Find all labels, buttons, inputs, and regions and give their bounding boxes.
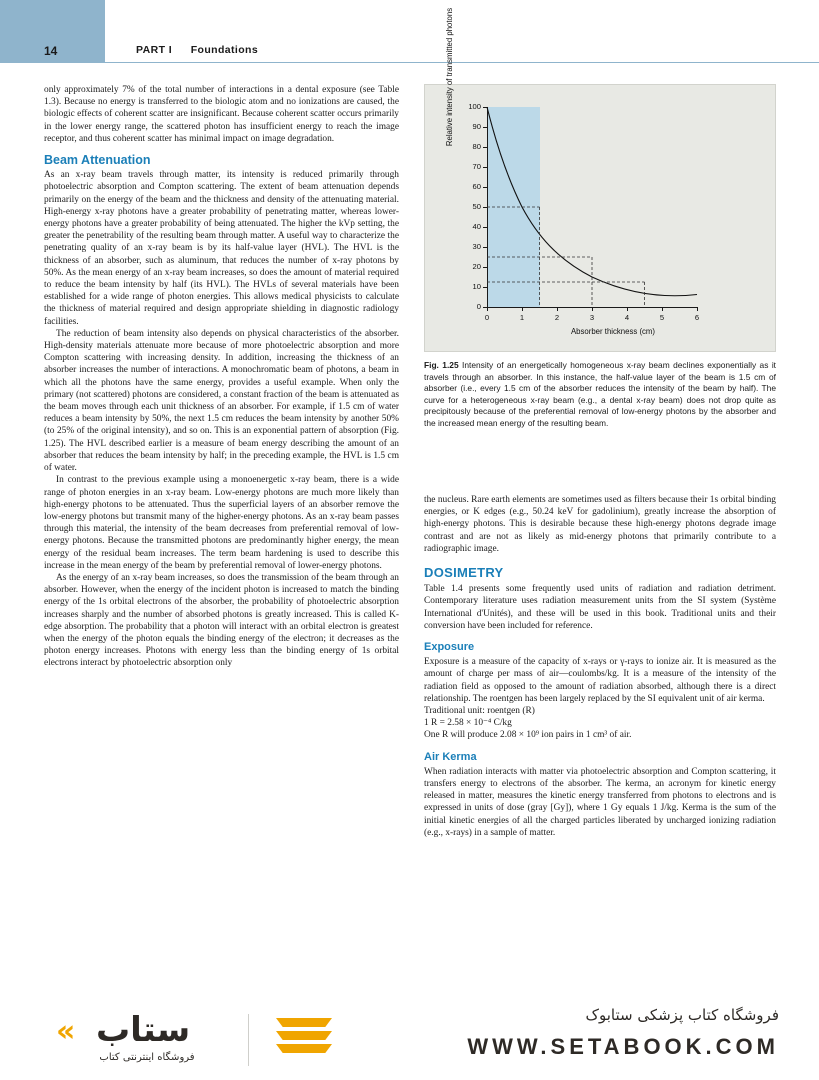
header-rule — [0, 62, 819, 63]
chart-x-ticklabel: 4 — [624, 313, 630, 322]
chart-x-axis-title: Absorber thickness (cm) — [570, 327, 656, 336]
figure-1-25 — [424, 7, 776, 352]
brand-name-fa: ستاب — [96, 1010, 191, 1050]
brand-right-fa: فروشگاه کتاب پزشکی ستابوک — [585, 1006, 779, 1024]
footer-divider — [248, 1014, 249, 1066]
paragraph-text: In contrast to the previous example using a monoenergetic x-ray beam, there is a wide range of photon energies in an x-ray beam. Low-energy photons are much more likely than high-energy photons to be attenuated. Thus the superficial layers of an absorber remove the low-energy photons but transmit many of the higher-energy photons. As an x-ray beam passes through this material, the intensity of the beam decreases from preferential removal of low-energy photons. Because the transmitted photons are predominantly higher energy, the mean energy of the residual beam increases. The term beam hardening is used to describe this increase in the mean energy of the beam by preferential removal of lower-energy photons. — [44, 475, 399, 571]
chart-x-ticklabel: 6 — [694, 313, 700, 322]
brand-left — [52, 1008, 232, 1072]
chart-y-ticklabel: 10 — [472, 282, 481, 291]
paragraph-exposure — [424, 656, 776, 705]
chart-y-ticklabel: 20 — [472, 262, 481, 271]
footer-content — [0, 1000, 819, 1080]
chart-y-ticklabel: 100 — [468, 102, 481, 111]
chart-x-ticklabel: 0 — [484, 313, 490, 322]
page-header — [0, 0, 819, 62]
paragraph-dosimetry-intro — [424, 583, 776, 632]
chart-y-ticklabel: 70 — [472, 162, 481, 171]
paragraph-text: Table 1.4 presents some frequently used units of radiation and radiation detriment. Contemporary literature uses radiation measurement units from the SI system (Système International d'Unités), and these will be used in this book. Traditional units and their conversion have been included for reference. — [424, 584, 776, 631]
chart-y-ticklabel: 0 — [476, 302, 481, 311]
running-head-section: Foundations — [190, 44, 259, 56]
chart-x-ticklabel: 1 — [519, 313, 525, 322]
chart-y-ticklabel: 60 — [472, 182, 481, 191]
paragraph-text: As an x-ray beam travels through matter, its intensity is reduced primarily through photoelectric absorption and Compton scattering. The extent of beam attenuation depends primarily on the energy of the beam and the thickness and density of the attenuating material. High-energy x-ray photons have a greater probability of penetrating matter, whereas lower-energy photons have a greater probability of being attenuated. The higher the kVp setting, the greater the penetrability of the resulting beam through matter. A useful way to characterize the penetrating quality of an x-ray beam is by its half-value layer (HVL). The HVL is the thickness of an absorber, such as aluminum, that reduces the number of x-ray photons by 50%. As the mean energy of an x-ray beam increases, so does the amount of material required to reduce the beam intensity by half (its HVL). The HVLs of several materials have been established for a wide range of photon energies. This allows medical physicists to calculate the thickness of material required and design appropriate shielding in diagnostic radiology facilities. — [44, 170, 399, 327]
line-text: 1 R = 2.58 × 10⁻⁴ C/kg — [424, 718, 512, 729]
paragraph-rare-earth — [424, 494, 776, 555]
logo-chevron-bar — [276, 1031, 332, 1040]
left-text-column — [44, 84, 399, 670]
chart-y-ticklabel: 30 — [472, 242, 481, 251]
line-ion-pairs — [424, 729, 776, 741]
line-text: Traditional unit: roentgen (R) — [424, 706, 535, 717]
heading-dosimetry: DOSIMETRY — [424, 565, 504, 581]
brand-tagline-fa: فروشگاه اینترنتی کتاب — [99, 1052, 195, 1063]
line-traditional-unit — [424, 705, 776, 717]
paragraph-text: As the energy of an x-ray beam increases, so does the transmission of the beam through an absorber. However, when the energy of the incident photon is increased to match the binding energy of the 1s orbital electrons of the absorber, the probability of photoelectric absorption increases sharply and the number of absorbed photons is greatly increased. This is called K-edge absorption. The probability that a photon will interact with an orbital electron is greatest when the energy of the photon equals the binding energy of the electron; it decreases as the photon energy increases. Photons with energy less than the binding energy of 1s orbital electrons interact by photoelectric absorption only — [44, 572, 399, 669]
paragraph-absorber-density — [44, 328, 399, 474]
chart-plot-area — [445, 7, 739, 336]
running-head-part: PART I — [136, 44, 173, 56]
heading-beam-attenuation: Beam Attenuation — [44, 153, 151, 168]
figure-caption-text: Intensity of an energetically homogeneous x-ray beam declines exponentially as it travels through an absorber. In this instance, the half-value layer of the beam is 1.5 cm of absorber (i.e., every 1.5 cm of the absorber reduces the intensity of the beam by half). The curve for a heterogeneous x-ray beam (e.g., a dental x-ray beam) does not drop quite as precipitously because of the preferential removal of low-energy photons by the absorber and the increased mean energy of the resulting beam. — [424, 360, 776, 428]
chart-y-ticklabel: 40 — [472, 222, 481, 231]
paragraph-k-edge — [44, 572, 399, 670]
line-text: One R will produce 2.08 × 10⁹ ion pairs in 1 cm³ of air. — [424, 730, 632, 741]
chart-x-ticklabel: 5 — [659, 313, 665, 322]
paragraph-text: When radiation interacts with matter via photoelectric absorption and Compton scattering, it transfers energy to electrons of the absorber. The kerma, an acronym for kinetic energy released in matter, measures the kinetic energy transferred from photons to electrons and is expressed in units of dose (gray [Gy]), where 1 Gy equals 1 J/kg. Kerma is the sum of the initial kinetic energies of all the charged particles liberated by uncharged ionizing radiation (e.g., x-rays) in a sample of matter. — [424, 766, 776, 838]
chart-curve — [487, 107, 702, 312]
line-conversion — [424, 717, 776, 729]
running-head — [136, 44, 258, 56]
heading-air-kerma: Air Kerma — [424, 750, 477, 763]
paragraph-text: the nucleus. Rare earth elements are sometimes used as filters because their 1s orbital binding energies, or K edges (e.g., 50.24 keV for gadolinium), greatly increase the absorption of high-energy photons. This is desirable because these high-energy photons degrade image contrast and are not as likely as mid-energy photons that primarily contribute to a radiographic image. — [424, 495, 776, 554]
paragraph-coherent-scatter — [44, 84, 399, 145]
chart-y-ticklabel: 90 — [472, 122, 481, 131]
chart-x-ticklabel: 3 — [589, 313, 595, 322]
chart-x-ticklabel: 2 — [554, 313, 560, 322]
logo-chevron-bar — [276, 1044, 332, 1053]
paragraph-beam-attenuation — [44, 169, 399, 328]
brand-website-url[interactable]: WWW.SETABOOK.COM — [467, 1034, 779, 1059]
chart-y-ticklabel: 50 — [472, 202, 481, 211]
logo-chevron-bar — [276, 1018, 332, 1027]
paragraph-air-kerma — [424, 766, 776, 839]
logo-chevron-icon — [276, 1018, 332, 1062]
chart-y-axis-title: Relative intensity of transmitted photons — [445, 7, 454, 147]
chart-y-ticklabel: 80 — [472, 142, 481, 151]
paragraph-text: only approximately 7% of the total number of interactions in a dental exposure (see Table 1.3). Because no energy is transferred to the biologic atom and no ionizations are caused, the biologic effects of coherent scatter are insignificant. Because coherent scatter occurs primarily in the lower energy range, the scattered photon has insufficient energy to reach the image receptor, and thus coherent scatter has minimal impact on image degradation. — [44, 85, 399, 144]
page-number: 14 — [44, 44, 58, 58]
paragraph-beam-hardening — [44, 474, 399, 572]
heading-exposure: Exposure — [424, 641, 475, 654]
footer-banner — [0, 1000, 819, 1080]
figure-caption — [424, 360, 776, 430]
right-text-column — [424, 494, 776, 839]
chevron-left-icon: « — [56, 1014, 76, 1049]
paragraph-text: Exposure is a measure of the capacity of x-rays or γ-rays to ionize air. It is measured as the amount of charge per mass of air—coulombs/kg. It is a measure of the intensity of the radiation field as opposed to the amount of radiation absorbed, although there is a direct relationship. The roentgen has been largely replaced by the SI equivalent unit of air kerma. — [424, 657, 776, 704]
paragraph-text: The reduction of beam intensity also depends on physical characteristics of the absorber. High-density materials attenuate more because of more photoelectric absorption and more Compton scattering with increasing density. In addition, increasing the thickness of an absorber increases the number of interactions. A monochromatic beam of photons, a beam in which all the photons have the same energy, provides a useful example. When only the primary (not scattered) photons are considered, a constant fraction of the beam is attenuated as the beam moves through each unit thickness of an absorber. For example, if 1.5 cm of water reduces a beam intensity by 50%, the next 1.5 cm reduces the beam intensity by another 50% (to 25% of the original intensity), and so on. This is an exponential pattern of absorption (Fig. 1.25). The HVL described earlier is a measure of beam energy describing the amount of an absorber that reduces the beam intensity by half; in the preceding example, the HVL is 1.5 cm of water. — [44, 328, 399, 474]
figure-caption-label: Fig. 1.25 — [424, 360, 459, 370]
